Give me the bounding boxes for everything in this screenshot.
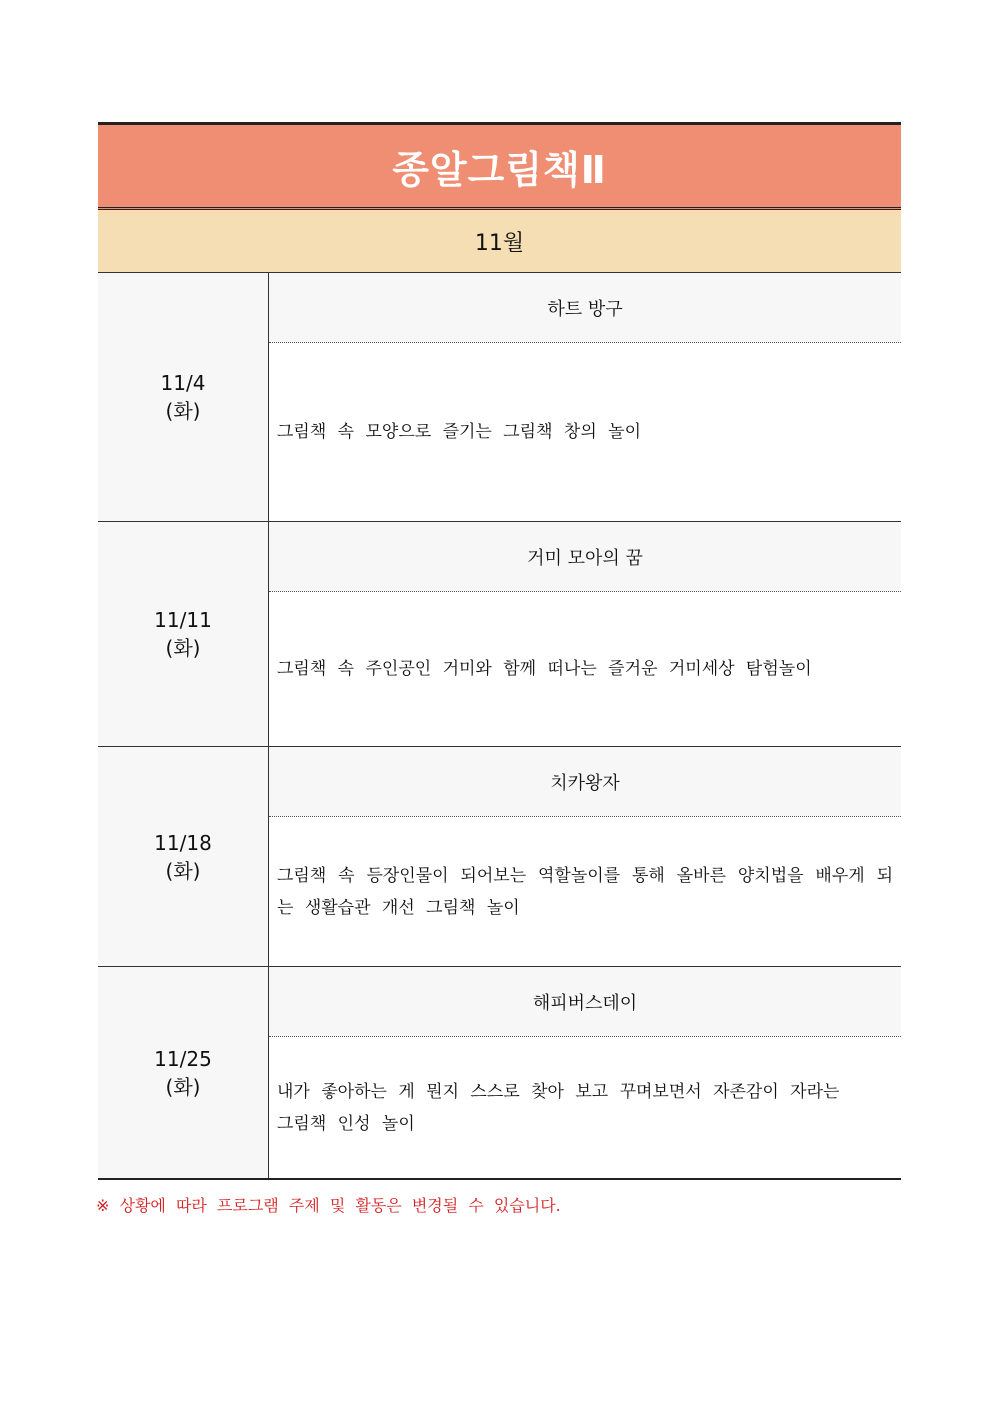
description-text [277, 1076, 839, 1140]
description-text: 그림책 속 등장인물이 되어보는 역할놀이를 통해 올바른 양치법을 배우게 되는 생활습관 개선 그림책 놀이 [277, 865, 893, 918]
book-title: 하트 방구 [269, 273, 901, 343]
session-row [98, 747, 901, 967]
session-description [269, 343, 901, 521]
content-cell [269, 273, 901, 521]
program-title: 종알그림책Ⅱ [392, 147, 607, 192]
session-description [269, 592, 901, 746]
session-description [269, 817, 901, 966]
date-cell [98, 967, 269, 1178]
date-cell [98, 273, 269, 521]
date-cell [98, 522, 269, 746]
session-row [98, 967, 901, 1180]
session-row [98, 522, 901, 747]
session-day: (화) [165, 858, 201, 883]
book-title: 해피버스데이 [269, 967, 901, 1037]
date-cell [98, 747, 269, 966]
schedule-table [98, 122, 901, 1180]
title-bar [98, 122, 901, 210]
month-bar [98, 210, 901, 273]
session-description [269, 1037, 901, 1178]
session-day: (화) [165, 1074, 201, 1099]
session-day: (화) [165, 636, 201, 660]
content-cell [269, 522, 901, 746]
session-date: 11/25 [154, 1046, 212, 1071]
book-title: 치카왕자 [269, 747, 901, 817]
session-date: 11/18 [154, 830, 212, 855]
session-date: 11/11 [154, 608, 212, 632]
description-line: 내가 좋아하는 게 뭔지 스스로 찾아 보고 꾸며보면서 자존감이 자라는 [277, 1081, 840, 1102]
session-row [98, 273, 901, 522]
content-cell [269, 747, 901, 966]
month-label: 11월 [474, 230, 525, 256]
description-text: 그림책 속 주인공인 거미와 함께 떠나는 즐거운 거미세상 탐험놀이 [277, 659, 812, 679]
description-text: 그림책 속 모양으로 즐기는 그림책 창의 놀이 [277, 422, 642, 442]
session-date: 11/4 [160, 371, 206, 395]
footer-note: ※ 상황에 따라 프로그램 주제 및 활동은 변경될 수 있습니다. [96, 1196, 561, 1215]
content-cell [269, 967, 901, 1178]
session-day: (화) [165, 399, 201, 423]
description-line: 그림책 인성 놀이 [277, 1113, 415, 1134]
book-title: 거미 모아의 꿈 [269, 522, 901, 592]
